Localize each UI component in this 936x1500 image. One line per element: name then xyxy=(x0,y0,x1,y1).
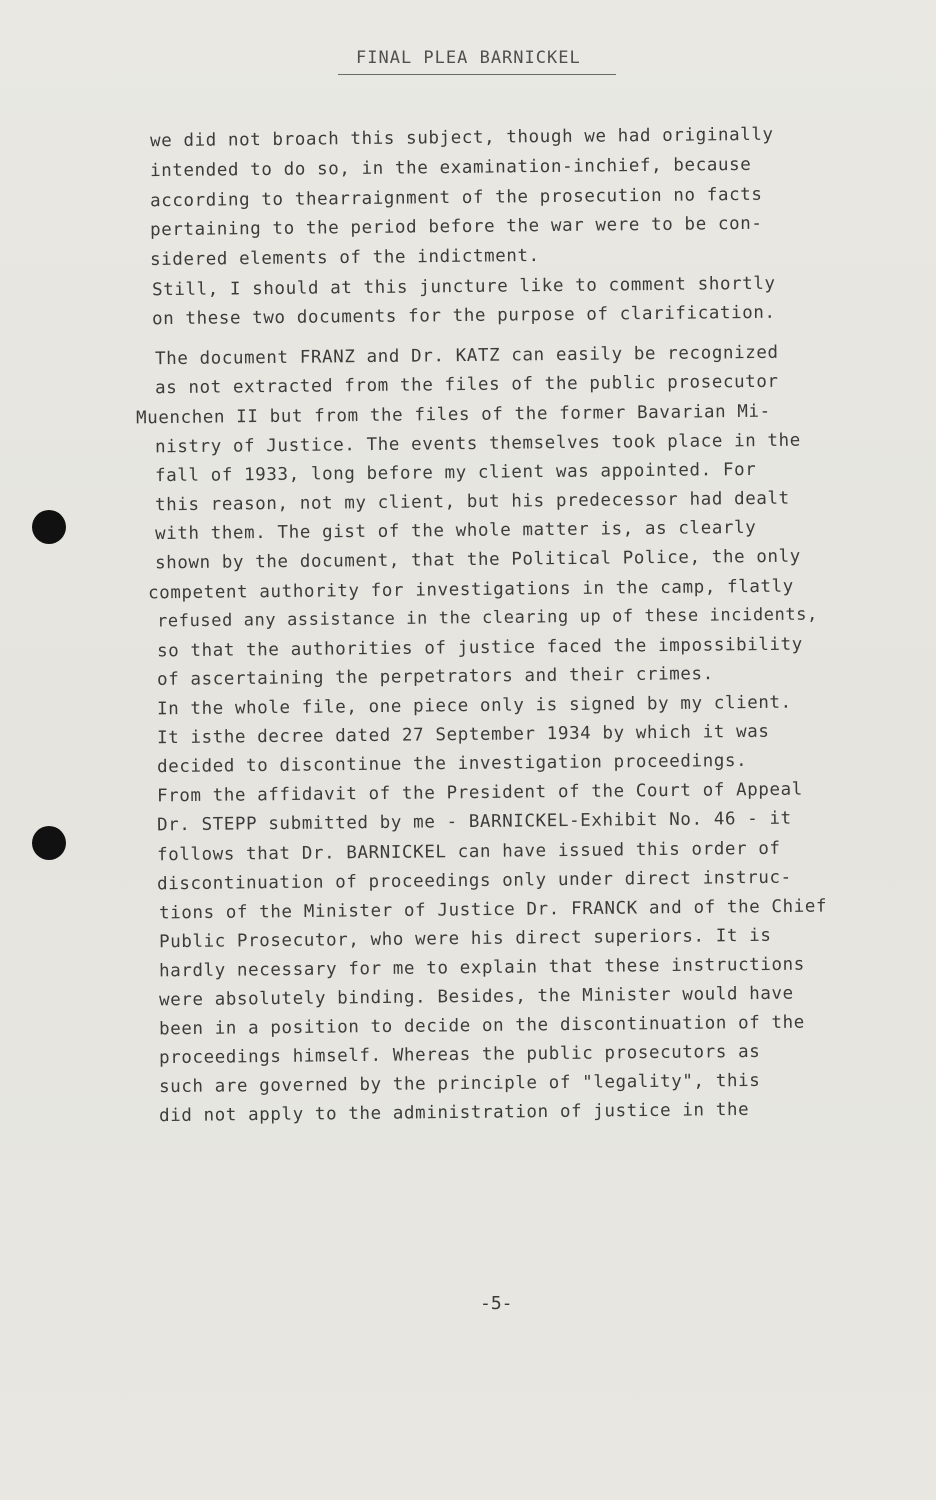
text-line: Public Prosecutor, who were his direct superiors. It is xyxy=(158,925,772,953)
text-line: Still, I should at this juncture like to comment shortly xyxy=(151,273,776,301)
text-line: pertaining to the period before the war were to be con- xyxy=(149,213,763,241)
text-line: discontinuation of proceedings only under direct instruc- xyxy=(156,867,792,895)
text-line: such are governed by the principle of "legality", this xyxy=(158,1070,761,1098)
text-line: of ascertaining the perpetrators and their crimes. xyxy=(156,664,714,690)
text-line: as not extracted from the files of the public prosecutor xyxy=(154,371,779,399)
text-line: hardly necessary for me to explain that these instructions xyxy=(158,954,805,982)
text-line: competent authority for investigations in the camp, flatly xyxy=(147,576,794,604)
text-line: shown by the document, that the Political Police, the only xyxy=(154,546,801,574)
page-number: -5- xyxy=(480,1293,513,1314)
text-line: nistry of Justice. The events themselves took place in the xyxy=(154,430,801,458)
text-line: tions of the Minister of Justice Dr. FRANCK and of the Chief xyxy=(158,896,828,924)
text-line: according to thearraignment of the prosecution no facts xyxy=(149,184,763,212)
page-header: FINAL PLEA BARNICKEL xyxy=(356,48,581,68)
text-line: In the whole file, one piece only is signed by my client. xyxy=(156,692,792,720)
text-line: were absolutely binding. Besides, the Minister would have xyxy=(158,983,794,1011)
text-line: proceedings himself. Whereas the public prosecutors as xyxy=(158,1041,761,1069)
text-line: with them. The gist of the whole matter is, as clearly xyxy=(154,517,757,545)
text-line: intended to do so, in the examination-inchief, because xyxy=(149,154,752,182)
text-line: From the affidavit of the President of the Court of Appeal xyxy=(156,779,803,807)
text-line: follows that Dr. BARNICKEL can have issued this order of xyxy=(156,838,781,866)
punch-hole-top xyxy=(32,510,66,544)
punch-hole-bottom xyxy=(32,826,66,860)
text-line: this reason, not my client, but his predecessor had dealt xyxy=(154,488,790,516)
text-line: Muenchen II but from the files of the former Bavarian Mi- xyxy=(135,401,771,429)
text-line: sidered elements of the indictment. xyxy=(149,245,540,271)
text-line: been in a position to decide on the discontinuation of the xyxy=(158,1012,805,1040)
header-underline xyxy=(338,74,616,75)
text-line: The document FRANZ and Dr. KATZ can easily be recognized xyxy=(154,342,779,370)
text-line: we did not broach this subject, though we had originally xyxy=(149,124,774,152)
text-line: It isthe decree dated 27 September 1934 by which it was xyxy=(156,721,770,749)
text-line: decided to discontinue the investigation proceedings. xyxy=(156,750,748,778)
text-line: refused any assistance in the clearing up of these incidents, xyxy=(156,604,819,632)
text-line: on these two documents for the purpose of clarification. xyxy=(151,302,776,330)
text-line: did not apply to the administration of justice in the xyxy=(158,1099,750,1127)
text-line: fall of 1933, long before my client was appointed. For xyxy=(154,459,757,487)
text-line: so that the authorities of justice faced the impossibility xyxy=(156,634,803,662)
text-line: Dr. STEPP submitted by me - BARNICKEL-Exhibit No. 46 - it xyxy=(156,808,792,836)
